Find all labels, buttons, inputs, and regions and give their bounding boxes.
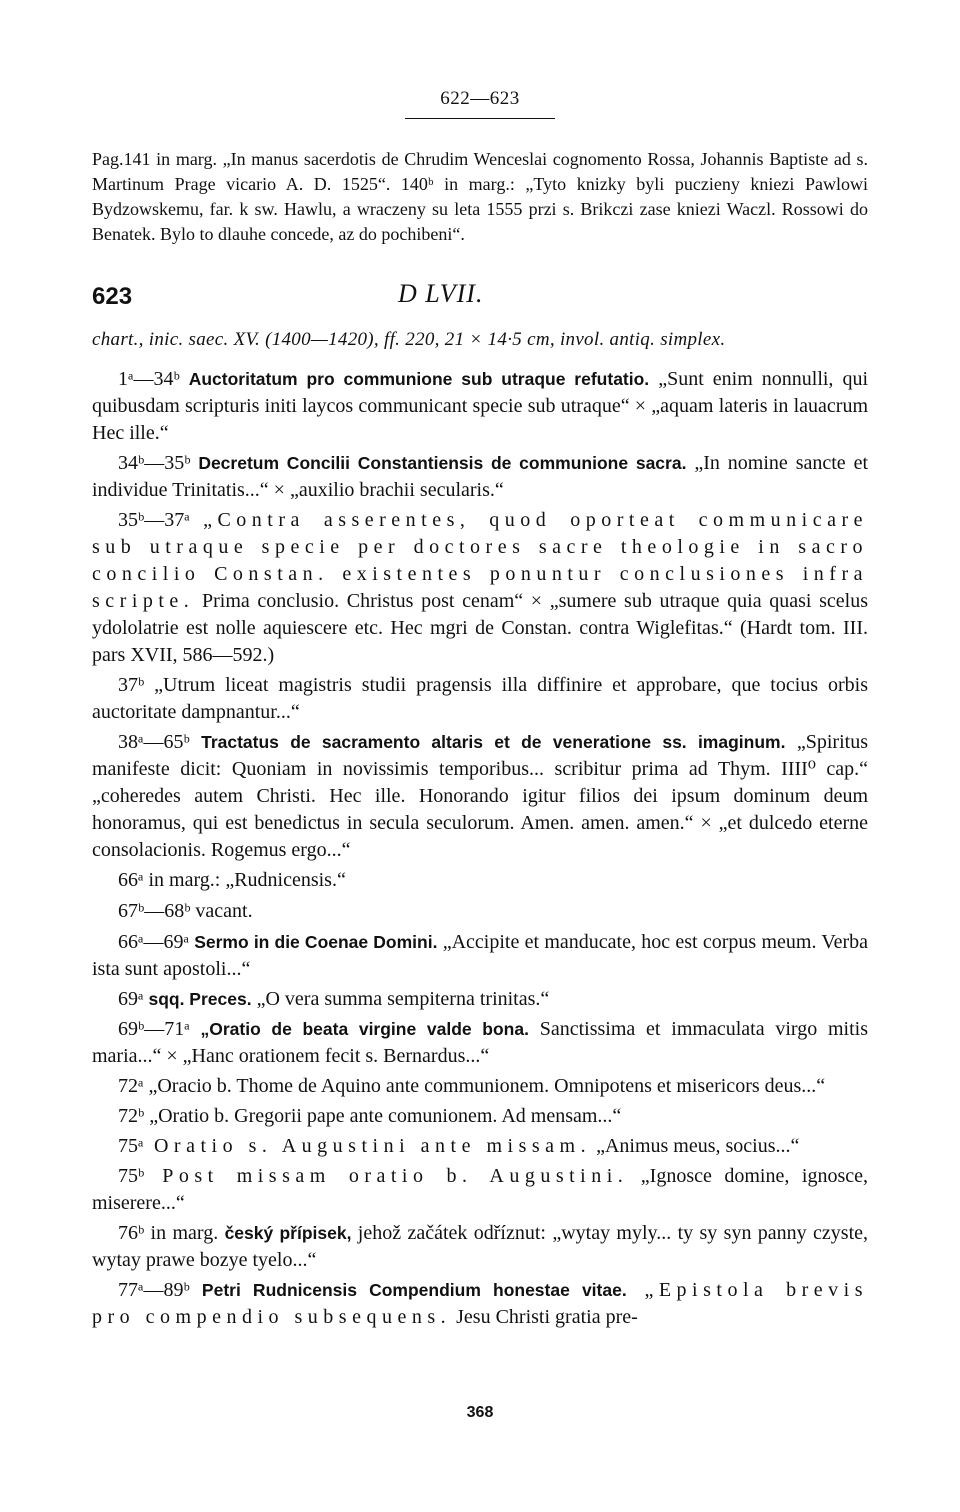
folio-range: 1ᵃ—34ᵇ	[118, 368, 180, 390]
folio-range: 69ᵇ—71ᵃ	[118, 1018, 190, 1040]
item-text: Sanctissima et immaculata virgo mitis maria...“ × „Hanc orationem fecit s. Bernardus...“	[92, 1018, 869, 1067]
item-text: Jesu Christi gratia pre-	[451, 1306, 638, 1328]
item-text: „Spiritus manifeste dicit: Quoniam in novissimis temporibus... scribitur prima ad Thym. IIII⁰ cap.“ „coheredes autem Christi. Hec ille. Honorando igitur filios dei ipsum dominum deum honoramus, qui est benedictus in secula seculorum. Amen. amen. amen.“ × „et dulcedo eterne consolacionis. Rogemus ergo...“	[92, 731, 868, 861]
content-item	[92, 1220, 868, 1274]
item-title: „Oratio de beata virgine valde bona.	[200, 1019, 529, 1039]
item-spaced-title: „Contra asserentes, quod oporteat communicare sub utraque specie per doctores sacre theologie in sacro concilio Constan. existentes ponuntur conclusiones infra scripte.	[92, 509, 869, 612]
item-text: „In nomine sancte et individue Trinitatis...“ × „auxilio brachii secularis.“	[92, 452, 869, 501]
folio-range: 72ᵃ	[118, 1075, 144, 1097]
item-title: Sermo in die Coenae Domini.	[194, 932, 438, 952]
item-spaced-title: Post missam oratio b. Augustini.	[144, 1165, 629, 1187]
entry-number: 623	[92, 283, 133, 310]
content-item	[92, 672, 868, 726]
item-text: „O vera summa sempiterna trinitas.“	[251, 988, 550, 1010]
item-text: „Ignosce domine, ignosce, miserere...“	[92, 1165, 868, 1214]
item-text-pre: in marg.	[144, 1222, 225, 1244]
item-text: in marg.: „Rudnicensis.“	[143, 869, 346, 891]
content-item	[92, 1163, 868, 1217]
content-item	[92, 450, 868, 504]
header-rule	[405, 118, 555, 119]
item-title: Auctoritatum pro communione sub utraque refutatio.	[188, 369, 650, 389]
folio-range: 66ᵃ	[118, 869, 144, 891]
item-text: vacant.	[190, 900, 253, 922]
item-title: český přípisek,	[224, 1223, 352, 1243]
content-item	[92, 1133, 868, 1160]
item-title: Decretum Concilii Constantiensis de communione sacra.	[198, 453, 687, 473]
content-item	[92, 1016, 868, 1070]
content-item	[92, 507, 868, 669]
entry-signature: D LVII.	[398, 279, 484, 308]
folio-range: 72ᵇ	[118, 1105, 145, 1127]
item-text: „Oratio b. Gregorii pape ante comunionem. Ad mensam...“	[144, 1105, 622, 1127]
folio-range: 35ᵇ—37ᵃ	[118, 509, 190, 531]
item-text: Prima conclusio. Christus post cenam“ × „sumere sub utraque quia quasi scelus ydololatrie est nolle aquiescere etc. Hec mgri de Constan. contra Wiglefitas.“ (Hardt tom. III. pars XVII, 586—592.)	[92, 590, 868, 666]
item-title: sqq. Preces.	[148, 989, 252, 1009]
entry-description: chart., inic. saec. XV. (1400—1420), ff. 220, 21 × 14·5 cm, invol. antiq. simplex.	[92, 329, 726, 350]
folio-range: 38ᵃ—65ᵇ	[118, 731, 190, 753]
page-number: 368	[466, 1404, 494, 1421]
content-item	[92, 898, 868, 925]
folio-range: 69ᵃ	[118, 988, 144, 1010]
item-text: „Oracio b. Thome de Aquino ante communionem. Omnipotens et misericors deus...“	[143, 1075, 826, 1097]
running-head: 622—623	[440, 88, 520, 109]
folio-range: 34ᵇ—35ᵇ	[118, 452, 191, 474]
entry-contents	[92, 366, 868, 1331]
folio-range: 77ᵃ—89ᵇ	[118, 1279, 190, 1301]
entry-heading	[92, 277, 868, 321]
content-item	[92, 366, 868, 447]
item-title: Tractatus de sacramento altaris et de veneratione ss. imaginum.	[201, 732, 786, 752]
item-text: „Accipite et manducate, hoc est corpus meum. Verba ista sunt apostoli...“	[92, 931, 869, 980]
content-item	[92, 929, 868, 983]
item-spaced-title: „Epistola brevis pro compendio subsequens.	[92, 1279, 868, 1328]
content-item	[92, 986, 868, 1013]
folio-range: 76ᵇ	[118, 1222, 145, 1244]
item-spaced-title: Oratio s. Augustini ante missam.	[143, 1135, 592, 1157]
page	[92, 88, 868, 1334]
content-item	[92, 867, 868, 894]
item-title: Petri Rudnicensis Compendium honestae vitae.	[201, 1280, 627, 1300]
folio-range: 75ᵇ	[118, 1165, 145, 1187]
item-text: jehož začátek odříznut: „wytay myly... ty sy syn panny czyste, wytay prawe bozye tyelo...“	[92, 1222, 869, 1271]
content-item	[92, 1073, 868, 1100]
folio-range: 66ᵃ—69ᵃ	[118, 931, 189, 953]
content-item	[92, 729, 868, 864]
folio-range: 67ᵇ—68ᵇ	[118, 900, 191, 922]
previous-entry-note: Pag.141 in marg. „In manus sacerdotis de Chrudim Wenceslai cognomento Rossa, Johannis Baptiste ad s. Martinum Prage vicario A. D. 1525“. 140ᵇ in marg.: „Tyto knizky byli puczieny kniezi Pawlowi Bydzowskemu, far. k sw. Hawlu, a wraczeny su leta 1555 przi s. Brikczi zase kniezi Waczl. Rossowi do Benatek. Bylo to dlauhe concede, az do pochibeni“.	[92, 149, 868, 244]
content-item	[92, 1277, 868, 1331]
content-item	[92, 1103, 868, 1130]
item-text: „Animus meus, socius...“	[591, 1135, 800, 1157]
folio-range: 75ᵃ	[118, 1135, 144, 1157]
item-text: „Sunt enim nonnulli, qui quibusdam scripturis initi laycos communicant specie sub utraque“ × „aquam lateris in lauacrum Hec ille.“	[92, 368, 869, 444]
item-text: „Utrum liceat magistris studii pragensis illa diffinire et approbare, que tocius orbis auctoritate dampnantur...“	[92, 674, 868, 723]
folio-range: 37ᵇ	[118, 674, 145, 696]
